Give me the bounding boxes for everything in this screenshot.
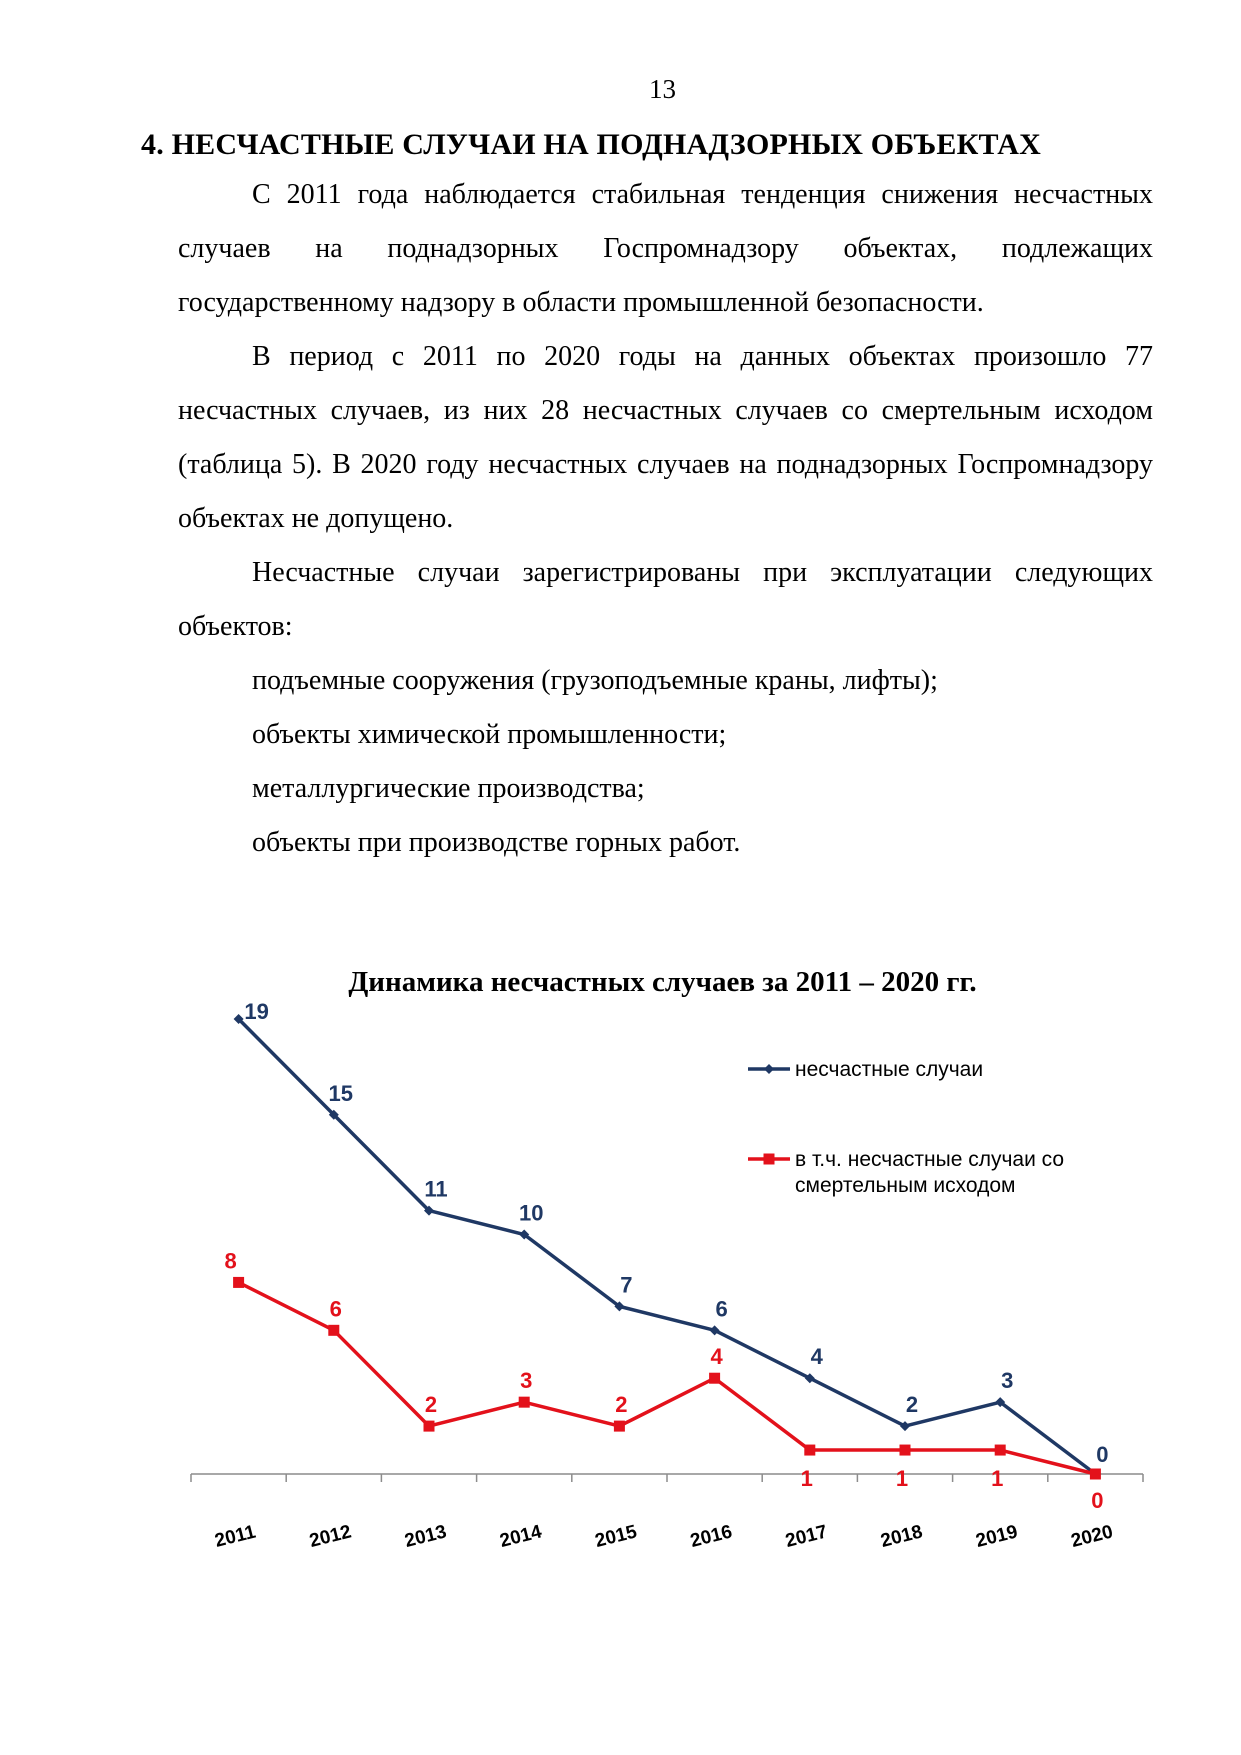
list-item: подъемные сооружения (грузоподъемные краны, лифты);	[252, 665, 938, 696]
data-label-fatal: 0	[1091, 1488, 1104, 1513]
paragraph: Несчастные случаи зарегистрированы при эксплуатации следующих объектов:	[178, 557, 1153, 642]
legend-marker-fatal	[764, 1154, 775, 1165]
data-point-fatal	[233, 1277, 244, 1288]
x-tick-label: 2011	[212, 1521, 258, 1552]
data-label-fatal: 1	[991, 1466, 1004, 1492]
legend-marker-accidents	[764, 1064, 774, 1074]
legend-label-accidents: несчастные случаи	[795, 1058, 984, 1081]
data-point-fatal	[995, 1445, 1006, 1456]
data-point-fatal	[424, 1421, 435, 1432]
data-label-fatal: 8	[224, 1248, 237, 1274]
section-heading: 4. НЕСЧАСТНЫЕ СЛУЧАИ НА ПОДНАДЗОРНЫХ ОБЪЕКТАХ	[141, 128, 1041, 161]
list-item: металлургические производства;	[252, 773, 645, 804]
data-label-fatal: 2	[615, 1392, 628, 1418]
data-point-fatal	[804, 1445, 815, 1456]
data-label-fatal: 3	[520, 1368, 533, 1394]
x-tick-label: 2012	[307, 1521, 354, 1552]
x-tick-label: 2020	[1069, 1521, 1116, 1552]
data-point-fatal	[614, 1421, 625, 1432]
data-label-fatal: 1	[895, 1466, 909, 1492]
data-label-accidents: 7	[620, 1272, 633, 1298]
paragraph: С 2011 года наблюдается стабильная тенденция снижения несчастных случаев на поднадзорных Госпромнадзору объектах, подлежащих государственному надзору в области промышленной безопасности.	[178, 179, 1153, 318]
data-label-fatal: 2	[424, 1392, 438, 1418]
x-tick-label: 2018	[878, 1521, 925, 1552]
data-label-accidents: 6	[715, 1296, 728, 1322]
data-label-accidents: 15	[328, 1080, 354, 1106]
data-point-fatal	[709, 1373, 720, 1384]
data-label-fatal: 4	[710, 1344, 723, 1370]
x-tick-label: 2013	[402, 1521, 449, 1552]
x-tick-label: 2017	[783, 1521, 830, 1552]
x-tick-label: 2019	[973, 1521, 1020, 1552]
chart-title: Динамика несчастных случаев за 2011 – 2020 гг.	[348, 966, 977, 998]
x-tick-label: 2015	[593, 1521, 640, 1552]
x-tick-label: 2014	[497, 1521, 544, 1552]
data-point-fatal	[519, 1397, 530, 1408]
series-line-accidents	[239, 1019, 1096, 1474]
data-label-fatal: 1	[800, 1466, 813, 1492]
list-item: объекты при производстве горных работ.	[252, 827, 741, 858]
data-label-accidents: 19	[244, 999, 269, 1024]
data-point-fatal	[1090, 1469, 1101, 1480]
list-item: объекты химической промышленности;	[252, 719, 727, 750]
data-label-fatal: 6	[329, 1296, 342, 1322]
data-label-accidents: 0	[1096, 1442, 1109, 1467]
page-number: 13	[649, 74, 676, 104]
data-point-fatal	[328, 1325, 339, 1336]
data-label-accidents: 3	[1001, 1368, 1014, 1394]
paragraph: В период с 2011 по 2020 годы на данных объектах произошло 77 несчастных случаев, из них 28 несчастных случаев со смертельным исходом (таблица 5). В 2020 году несчастных случаев на поднадзорных Госпромнадзору объектах не допущено.	[178, 341, 1153, 534]
series-line-fatal	[239, 1282, 1096, 1474]
data-label-accidents: 4	[810, 1344, 823, 1370]
data-label-accidents: 11	[424, 1176, 448, 1202]
legend-label-fatal: в т.ч. несчастные случаи со смертельным исходом	[795, 1148, 1065, 1197]
data-label-accidents: 2	[905, 1392, 919, 1418]
data-label-accidents: 10	[518, 1200, 544, 1226]
data-point-fatal	[900, 1445, 911, 1456]
x-tick-label: 2016	[688, 1521, 735, 1552]
